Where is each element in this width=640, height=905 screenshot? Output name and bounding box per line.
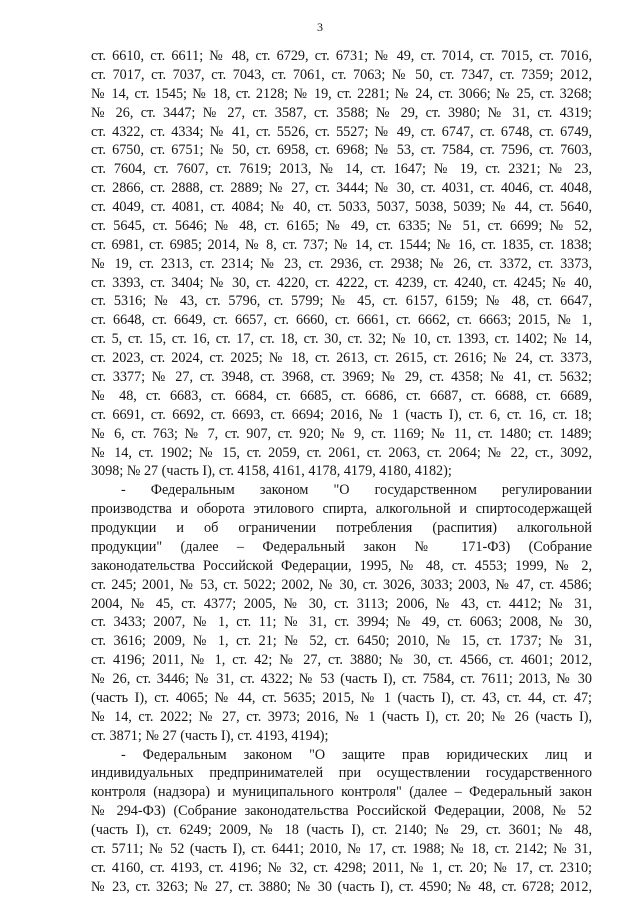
paragraph-start-line: - Федеральным законом "О защите прав юридических лиц и bbox=[121, 746, 592, 763]
text-line: ст. 6750, ст. 6751; № 50, ст. 6958, ст. 6968; № 53, ст. 7584, ст. 7596, ст. 7603, bbox=[91, 142, 592, 159]
text-line: № 14, ст. 1545; № 18, ст. 2128; № 19, ст. 2281; № 24, ст. 3066; № 25, ст. 3268; bbox=[91, 85, 592, 102]
text-line: № 19, ст. 2313, ст. 2314; № 23, ст. 2936, ст. 2938; № 26, ст. 3372, ст. 3373, bbox=[91, 255, 592, 272]
text-line: ст. 5316; № 43, ст. 5796, ст. 5799; № 45, ст. 6157, 6159; № 48, ст. 6647, bbox=[91, 293, 592, 310]
text-line: 3098; № 27 (часть I), ст. 4158, 4161, 4178, 4179, 4180, 4182); bbox=[91, 463, 452, 480]
text-line: контроля (надзора) и муниципального контроля" (далее – Федеральный закон bbox=[91, 784, 592, 801]
text-line: ст. 4049, ст. 4081, ст. 4084; № 40, ст. 5033, 5037, 5038, 5039; № 44, ст. 5640, bbox=[91, 199, 592, 215]
text-line: ст. 6648, ст. 6649, ст. 6657, ст. 6660, ст. 6661, ст. 6662, ст. 6663; 2015, № 1, bbox=[91, 312, 592, 329]
text-line: № 26, ст. 3446; № 31, ст. 4322; № 53 (часть I), ст. 7584, ст. 7611; 2013, № 30 bbox=[91, 671, 592, 687]
text-line: ст. 4196; 2011, № 1, ст. 42; № 27, ст. 3880; № 30, ст. 4566, ст. 4601; 2012, bbox=[91, 652, 592, 669]
text-line: ст. 6691, ст. 6692, ст. 6693, ст. 6694; 2016, № 1 (часть I), ст. 6, ст. 16, ст. 18; bbox=[91, 406, 592, 423]
text-line: ст. 5711; № 52 (часть I), ст. 6441; 2010, № 17, ст. 1988; № 18, ст. 2142; № 31, bbox=[91, 841, 592, 857]
text-line: № 26, ст. 3447; № 27, ст. 3587, ст. 3588; № 29, ст. 3980; № 31, ст. 4319; bbox=[91, 104, 592, 121]
text-line: ст. 7604, ст. 7607, ст. 7619; 2013, № 14, ст. 1647; № 19, ст. 2321; № 23, bbox=[91, 161, 592, 178]
text-line: № 294-ФЗ) (Собрание законодательства Российской Федерации, 2008, № 52 bbox=[91, 803, 592, 820]
text-line: ст. 3393, ст. 3404; № 30, ст. 4220, ст. 4222, ст. 4239, ст. 4240, ст. 4245; № 40, bbox=[91, 274, 592, 291]
text-line: ст. 6610, ст. 6611; № 48, ст. 6729, ст. 6731; № 49, ст. 7014, ст. 7015, ст. 7016, bbox=[91, 48, 592, 64]
text-line: продукции" (далее – Федеральный закон № 171-ФЗ) (Собрание bbox=[91, 538, 592, 555]
text-line: (часть I), ст. 4065; № 44, ст. 5635; 2015, № 1 (часть I), ст. 43, ст. 44, ст. 47; bbox=[91, 689, 592, 706]
text-line: ст. 6981, ст. 6985; 2014, № 8, ст. 737; № 14, ст. 1544; № 16, ст. 1835, ст. 1838; bbox=[91, 236, 592, 253]
text-line: (часть I), ст. 6249; 2009, № 18 (часть I), ст. 2140; № 29, ст. 3601; № 48, bbox=[91, 822, 592, 839]
text-line: № 23, ст. 3263; № 27, ст. 3880; № 30 (часть I), ст. 4590; № 48, ст. 6728; 2012, bbox=[91, 878, 592, 895]
page-number: 3 bbox=[317, 20, 323, 34]
text-line: ст. 5, ст. 15, ст. 16, ст. 17, ст. 18, ст. 30, ст. 32; № 10, ст. 1393, ст. 1402; № 14, bbox=[91, 331, 592, 348]
paragraph-start-line: - Федеральным законом "О государственном регулировании bbox=[121, 482, 592, 499]
text-line: № 14, ст. 2022; № 27, ст. 3973; 2016, № 1 (часть I), ст. 20; № 26 (часть I), bbox=[91, 708, 592, 725]
text-line: № 48, ст. 6683, ст. 6684, ст. 6685, ст. 6686, ст. 6687, ст. 6688, ст. 6689, bbox=[91, 387, 592, 404]
text-line: законодательства Российской Федерации, 1995, № 48, ст. 4553; 1999, № 2, bbox=[91, 557, 592, 574]
text-line: продукции и об ограничении потребления (распития) алкогольной bbox=[91, 520, 592, 536]
text-line: ст. 245; 2001, № 53, ст. 5022; 2002, № 30, ст. 3026, 3033; 2003, № 47, ст. 4586; bbox=[91, 576, 592, 593]
text-line: № 6, ст. 763; № 7, ст. 907, ст. 920; № 9, ст. 1169; № 11, ст. 1480; ст. 1489; bbox=[91, 425, 592, 442]
text-line: ст. 3377; № 27, ст. 3948, ст. 3968, ст. 3969; № 29, ст. 4358; № 41, ст. 5632; bbox=[91, 369, 592, 385]
text-line: ст. 4160, ст. 4193, ст. 4196; № 32, ст. 4298; 2011, № 1, ст. 20; № 17, ст. 2310; bbox=[91, 859, 592, 876]
text-line: ст. 5645, ст. 5646; № 48, ст. 6165; № 49, ст. 6335; № 51, ст. 6699; № 52, bbox=[91, 217, 592, 234]
text-line: № 14, ст. 1902; № 15, ст. 2059, ст. 2061, ст. 2063, ст. 2064; № 22, ст., 3092, bbox=[91, 444, 592, 461]
text-line: ст. 3433; 2007, № 1, ст. 11; № 31, ст. 3994; № 49, ст. 6063; 2008, № 30, bbox=[91, 614, 592, 631]
text-line: ст. 2866, ст. 2888, ст. 2889; № 27, ст. 3444; № 30, ст. 4031, ст. 4046, ст. 4048, bbox=[91, 180, 592, 197]
text-line: ст. 7017, ст. 7037, ст. 7043, ст. 7061, ст. 7063; № 50, ст. 7347, ст. 7359; 2012, bbox=[91, 66, 592, 83]
text-line: ст. 4322, ст. 4334; № 41, ст. 5526, ст. 5527; № 49, ст. 6747, ст. 6748, ст. 6749, bbox=[91, 123, 592, 140]
text-line: индивидуальных предпринимателей при осуществлении государственного bbox=[91, 765, 592, 782]
text-line: ст. 3871; № 27 (часть I), ст. 4193, 4194); bbox=[91, 727, 329, 744]
text-line: ст. 2023, ст. 2024, ст. 2025; № 18, ст. 2613, ст. 2615, ст. 2616; № 24, ст. 3373, bbox=[91, 350, 592, 367]
text-line: 2004, № 45, ст. 4377; 2005, № 30, ст. 3113; 2006, № 43, ст. 4412; № 31, bbox=[91, 595, 592, 612]
text-line: производства и оборота этилового спирта, алкогольной и спиртосодержащей bbox=[91, 501, 592, 518]
text-line: ст. 3616; 2009, № 1, ст. 21; № 52, ст. 6450; 2010, № 15, ст. 1737; № 31, bbox=[91, 633, 592, 650]
